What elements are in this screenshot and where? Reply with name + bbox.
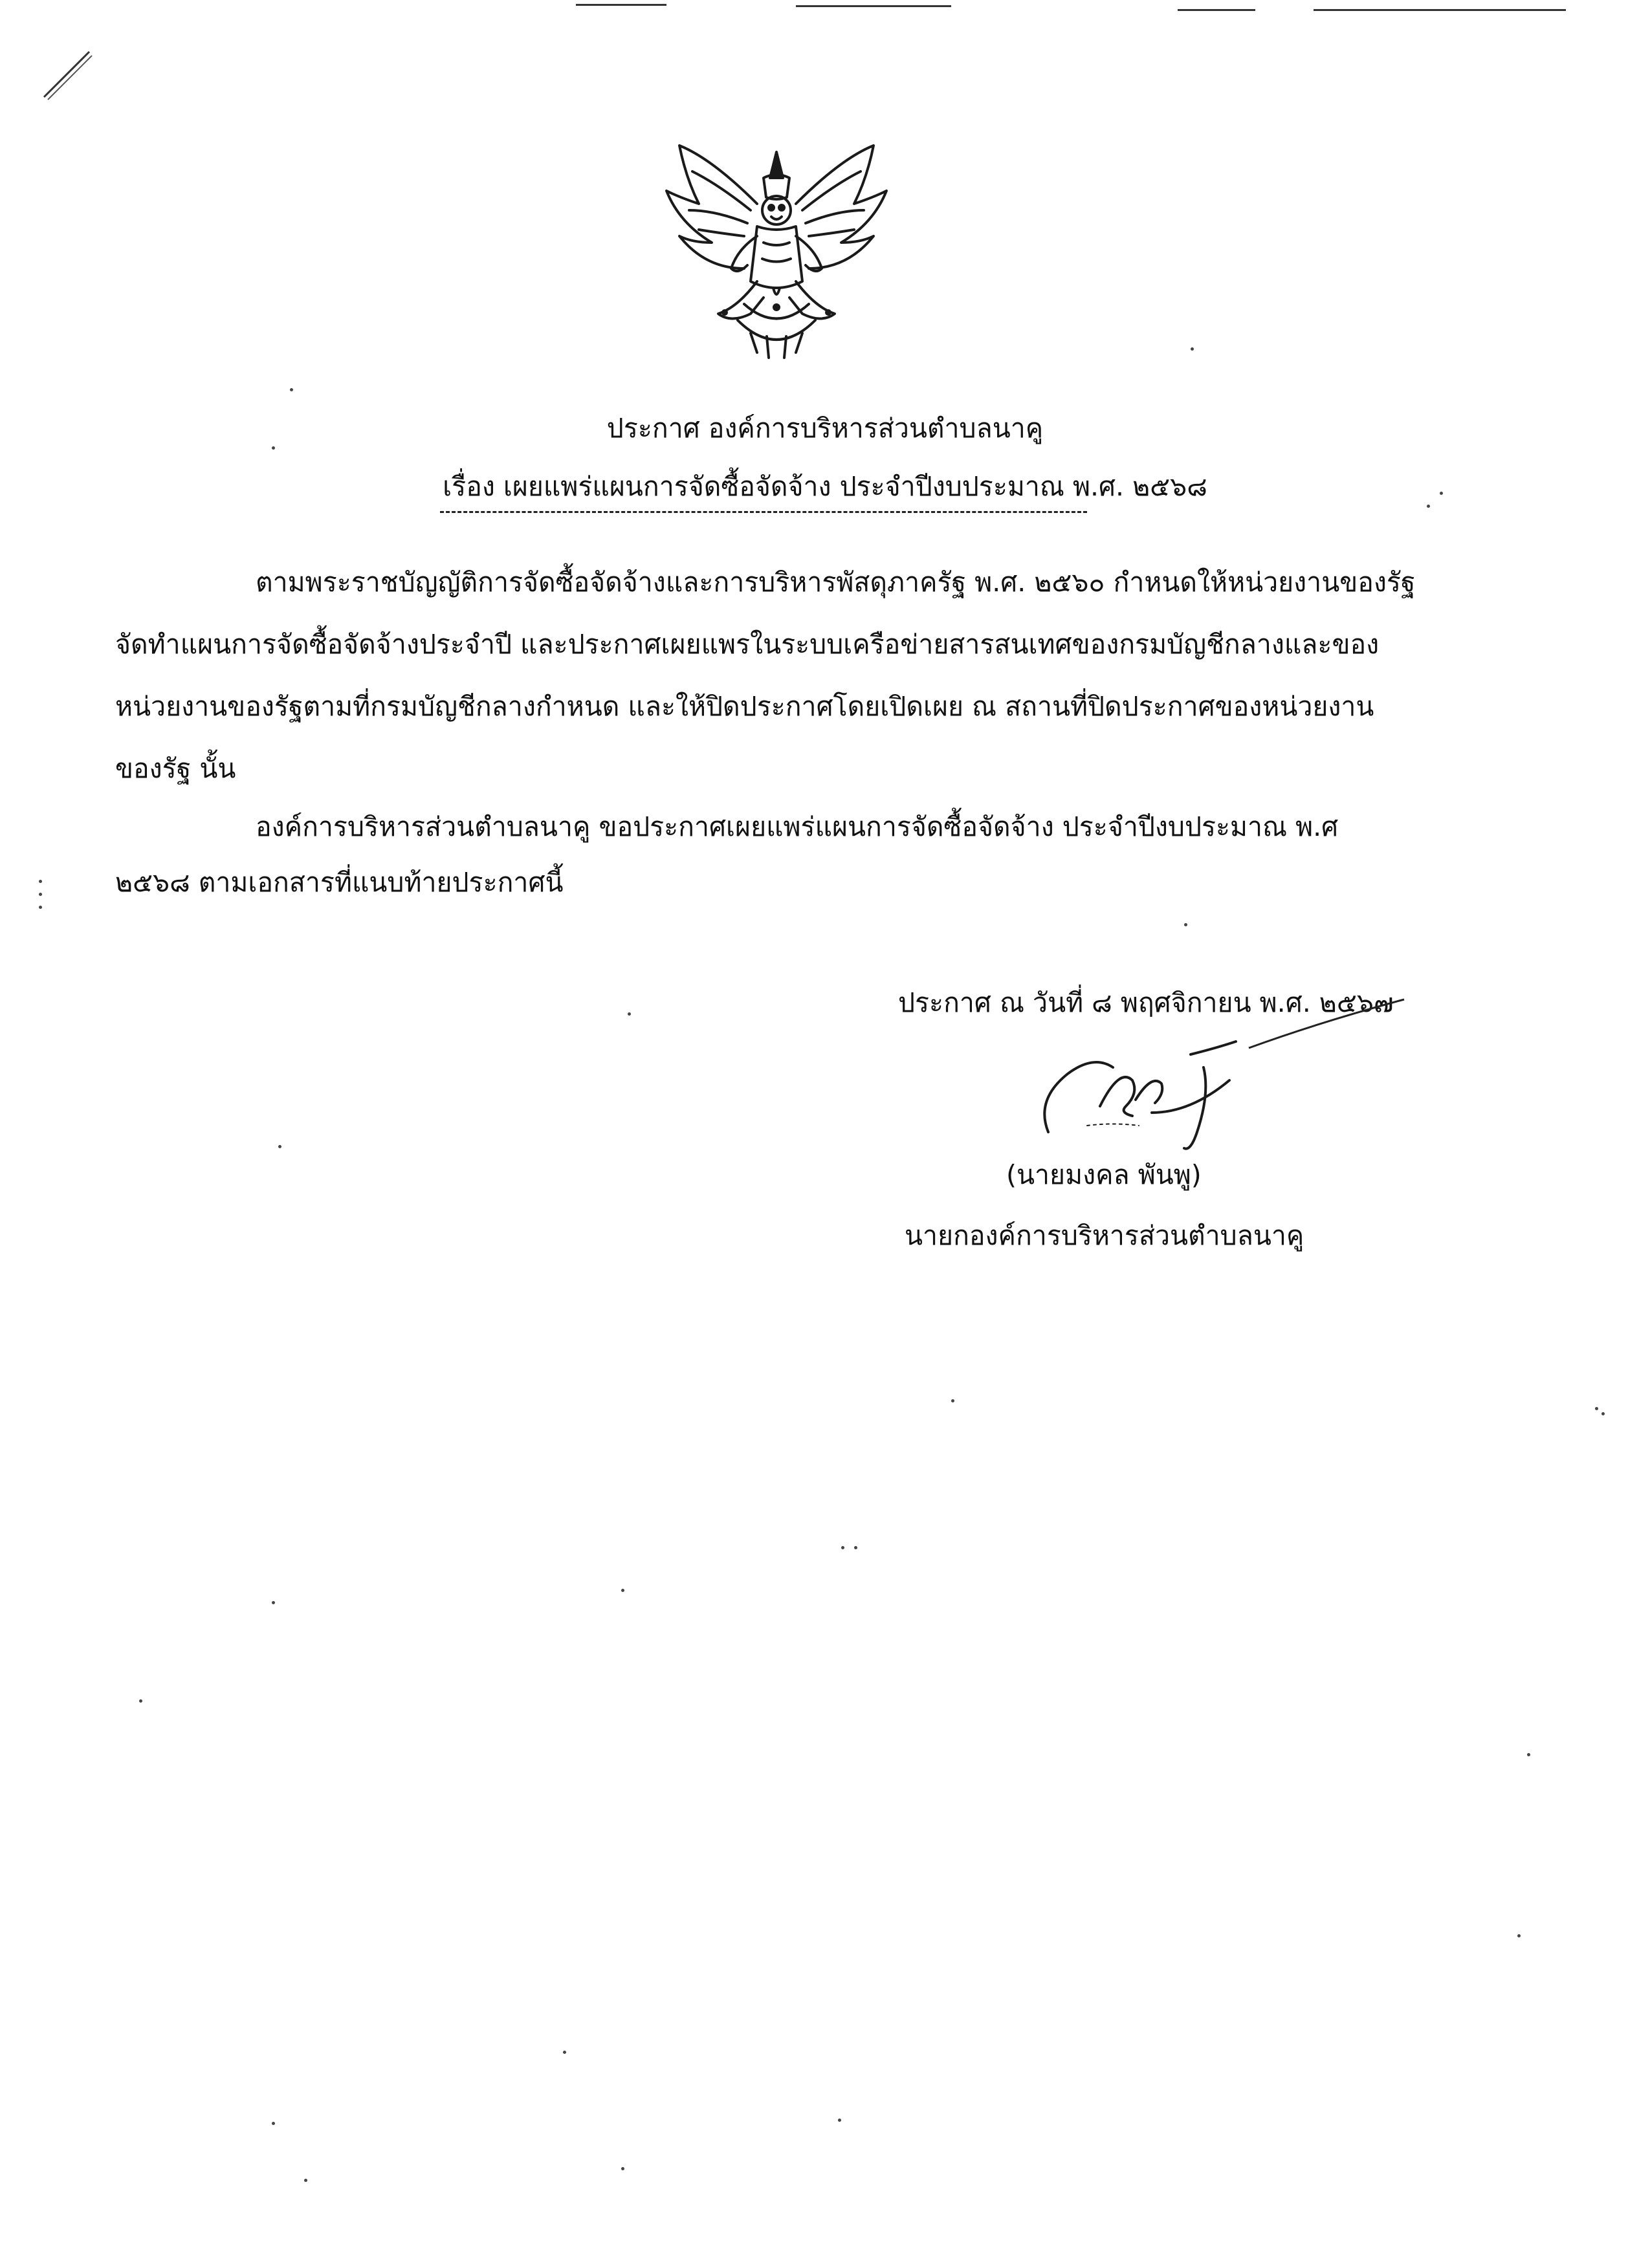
scan-speck [1517, 1934, 1521, 1937]
scan-speck [1191, 347, 1194, 351]
paragraph-1-line-2: จัดทำแผนการจัดซื้อจัดจ้างประจำปี และประกาศเผยแพรในระบบเครือข่ายสารสนเทศของกรมบัญชีกลางและของ [115, 629, 1380, 660]
scan-speck [1427, 505, 1430, 508]
scan-speck [272, 1601, 275, 1604]
paragraph-1-line-1: ตามพระราชบัญญัติการจัดซื้อจัดจ้างและการบริหารพัสดุภาครัฐ พ.ศ. ๒๕๖๐ กำหนดให้หน่วยงานของรัฐ [256, 567, 1416, 598]
scan-speck [838, 2119, 841, 2122]
paragraph-1-line-3: หน่วยงานของรัฐตามที่กรมบัญชีกลางกำหนด และให้ปิดประกาศโดยเปิดเผย ณ สถานที่ปิดประกาศของหน่วยงาน [115, 691, 1374, 722]
scan-speck [621, 2167, 624, 2170]
scan-speck [628, 1012, 631, 1016]
scan-speck [272, 2122, 275, 2125]
scan-speck [1184, 923, 1187, 926]
scan-speck [1601, 1412, 1605, 1415]
paragraph-2-line-1: องค์การบริหารส่วนตำบลนาคู ขอประกาศเผยแพร่แผนการจัดซื้อจัดจ้าง ประจำปีงบประมาณ พ.ศ [256, 811, 1339, 842]
scan-artifact-line [1314, 9, 1566, 11]
scan-speck [139, 1699, 142, 1703]
handwritten-stroke [1242, 996, 1411, 1054]
scan-speck [1527, 1753, 1530, 1756]
scan-speck [39, 880, 42, 883]
announcement-title: ประกาศ องค์การบริหารส่วนตำบลนาคู [606, 413, 1044, 444]
scan-artifact-line [1178, 9, 1255, 11]
scan-speck [1595, 1407, 1598, 1410]
scan-speck [290, 388, 293, 391]
paragraph-2-line-2: ๒๕๖๘ ตามเอกสารที่แนบท้ายประกาศนี้ [115, 867, 564, 898]
signer-position: นายกองค์การบริหารส่วนตำบลนาคู [905, 1220, 1304, 1251]
paragraph-1-line-4: ของรัฐ นั้น [115, 753, 236, 784]
scan-artifact-line [796, 5, 951, 7]
scan-speck [621, 1589, 624, 1592]
signer-name: (นายมงคล พันพู) [1006, 1159, 1202, 1190]
announce-date: ประกาศ ณ วันที่ ๘ พฤศจิกายน พ.ศ. ๒๕๖๗ [898, 987, 1394, 1018]
scan-speck [1440, 492, 1443, 495]
scan-speck [39, 906, 42, 909]
scan-speck [272, 446, 275, 450]
dashed-divider [440, 511, 1087, 513]
scan-speck [278, 1145, 281, 1148]
scan-speck [854, 1546, 857, 1549]
scan-artifact-line [576, 4, 666, 6]
handwritten-signature [1022, 1029, 1255, 1158]
scan-speck [304, 2179, 307, 2182]
subject-line: เรื่อง เผยแพร่แผนการจัดซื้อจัดจ้าง ประจำปีงบประมาณ พ.ศ. ๒๕๖๘ [443, 471, 1207, 502]
scan-speck [563, 2051, 566, 2054]
pen-stroke-mark [39, 45, 97, 104]
scan-speck [841, 1546, 844, 1549]
scan-speck [39, 893, 42, 896]
garuda-emblem-icon [660, 139, 893, 362]
scan-speck [951, 1399, 954, 1402]
